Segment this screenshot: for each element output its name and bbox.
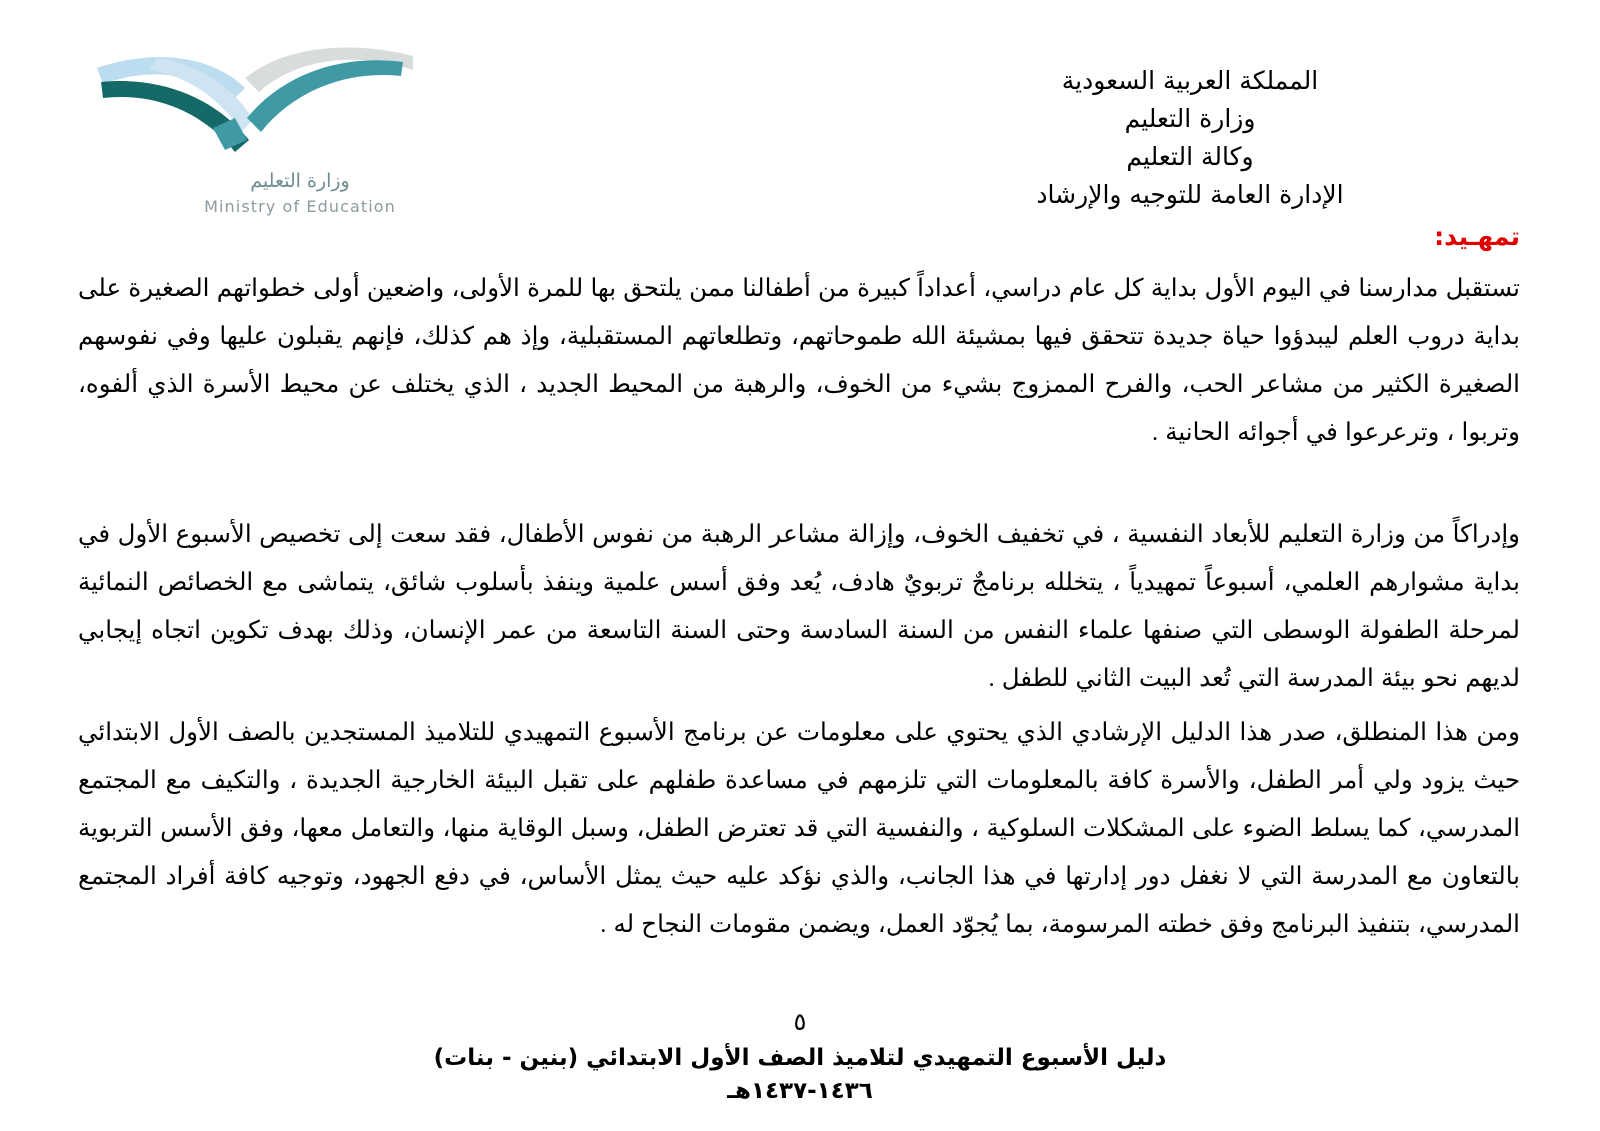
ministry-of-education-logo-icon bbox=[95, 40, 415, 160]
document-footer bbox=[0, 1007, 1600, 1107]
ministry-line-ministry: وزارة التعليم bbox=[1124, 104, 1256, 133]
ministry-address-block bbox=[870, 62, 1510, 214]
document-header bbox=[0, 30, 1600, 220]
ministry-line-country: المملكة العربية السعودية bbox=[1061, 66, 1319, 95]
paragraph-2: وإدراكاً من وزارة التعليم للأبعاد النفسية ، في تخفيف الخوف، وإزالة مشاعر الرهبة من نفوس الأطفال، فقد سعت إلى تخصيص الأسبوع الأول في بداية مشوارهم العلمي، أسبوعاً تمهيدياً ، يتخلله برنامجٌ تربويٌ هادف، يُعد وفق أسس علمية وينفذ بأسلوب شائق، يتماشى مع الخصائص النمائية لمرحلة الطفولة الوسطى التي صنفها علماء النفس من السنة السادسة وحتى السنة التاسعة من عمر الإنسان، وذلك بهدف تكوين اتجاه إيجابي لديهم نحو بيئة المدرسة التي تُعد البيت الثاني للطفل . bbox=[78, 521, 1520, 692]
ministry-logo-block bbox=[0, 30, 420, 215]
paragraph-3: ومن هذا المنطلق، صدر هذا الدليل الإرشادي الذي يحتوي على معلومات عن برنامج الأسبوع التمهيدي للتلاميذ المستجدين بالصف الأول الابتدائي حيث يزود ولي أمر الطفل، والأسرة كافة بالمعلومات التي تلزمهم في مساعدة طفلهم على تقبل البيئة الخارجية الجديدة ، والتكيف مع المجتمع المدرسي، كما يسلط الضوء على المشكلات السلوكية ، والنفسية التي قد تعترض الطفل، وسبل الوقاية منها، والتعامل معها، وفق الأسس التربوية بالتعاون مع المدرسة التي لا نغفل دور إدارتها في هذا الجانب، والذي نؤكد عليه حيث يمثل الأساس، في دفع الجهود، وتوجيه كافة أفراد المجتمع المدرسي، بتنفيذ البرنامج وفق خطته المرسومة، بما يُجوّد العمل، ويضمن مقومات النجاح له . bbox=[78, 719, 1520, 938]
paragraph-1: تستقبل مدارسنا في اليوم الأول بداية كل عام دراسي، أعداداً كبيرة من أطفالنا ممن يلتحق بها للمرة الأولى، واضعين أولى خطواتهم الصغيرة على بداية دروب العلم ليبدؤوا حياة جديدة تتحقق فيها بمشيئة الله طموحاتهم، وتطلعاتهم المستقبلية، وإذ هم كذلك، فإنهم يقبلون عليها وفي نفوسهم الصغيرة الكثير من مشاعر الحب، والفرح الممزوج بشيء من الخوف، والرهبة من المحيط الجديد ، الذي يختلف عن محيط الأسرة الذي ألفوه، وتربوا ، وترعرعوا في أجوائه الحانية . bbox=[78, 275, 1520, 446]
ministry-line-agency: وكالة التعليم bbox=[1126, 142, 1254, 171]
logo-caption-arabic: وزارة التعليم bbox=[250, 170, 350, 192]
ministry-line-department: الإدارة العامة للتوجيه والإرشاد bbox=[1036, 180, 1344, 209]
footer-guide-title: دليل الأسبوع التمهيدي لتلاميذ الصف الأول الابتدائي (بنين - بنات) bbox=[433, 1045, 1167, 1071]
section-heading-preface: تمهـيد: bbox=[1434, 222, 1520, 251]
paragraph-spacer bbox=[78, 457, 1520, 511]
logo-caption-english: Ministry of Education bbox=[204, 197, 396, 216]
footer-hijri-year: ١٤٣٦-١٤٣٧هـ bbox=[727, 1078, 873, 1104]
page-number: ٥ bbox=[793, 1008, 807, 1036]
document-body bbox=[78, 222, 1520, 949]
